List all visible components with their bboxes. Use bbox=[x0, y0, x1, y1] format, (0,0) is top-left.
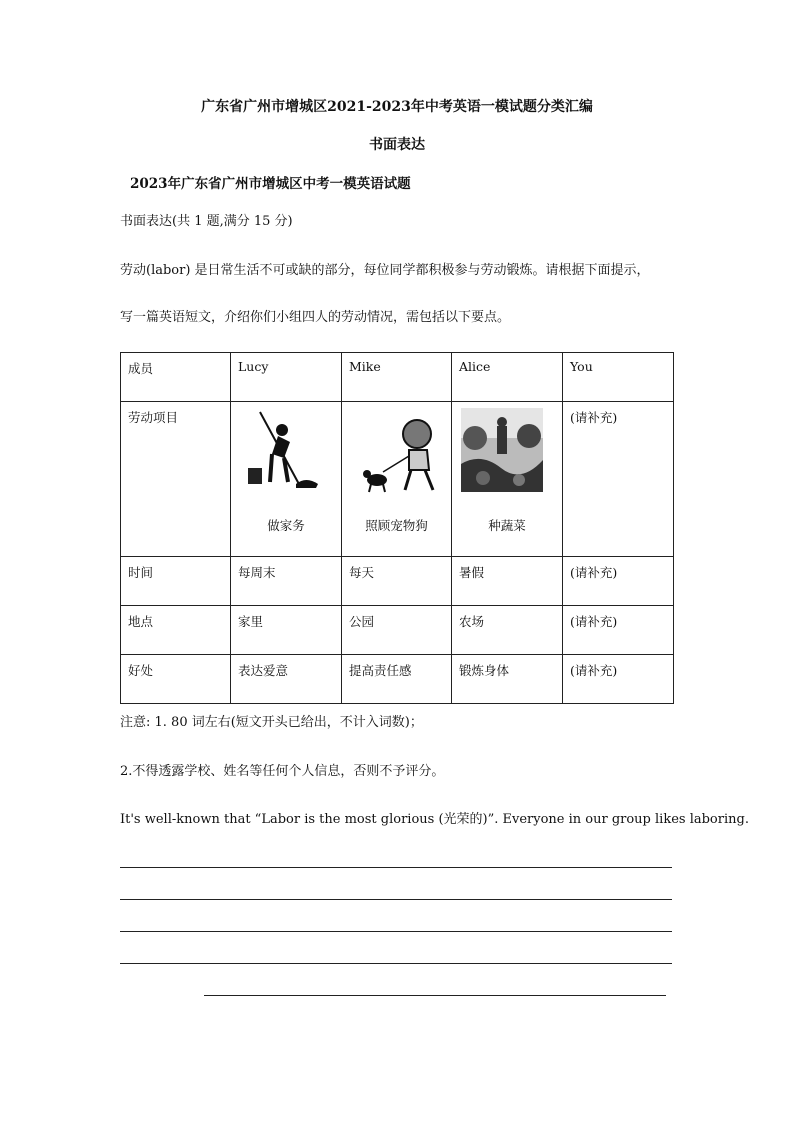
table-cell: You bbox=[563, 353, 674, 402]
note-2: 2.不得透露学校、姓名等任何个人信息，否则不予评分。 bbox=[120, 764, 445, 779]
opening-sentence: It's well-known that “Labor is the most glorious (光荣的)”. Everyone in our group likes laboring. bbox=[120, 812, 749, 827]
table-cell: 每天 bbox=[342, 557, 452, 606]
table-cell: 地点 bbox=[121, 606, 231, 655]
table-row-benefit bbox=[121, 655, 674, 704]
table-cell: Alice bbox=[452, 353, 563, 402]
table-cell: Mike bbox=[342, 353, 452, 402]
section-label: 书面表达(共 1 题,满分 15 分) bbox=[120, 214, 293, 229]
table-row-project bbox=[121, 402, 674, 557]
table-cell: (请补充) bbox=[563, 606, 674, 655]
table-cell: 表达爱意 bbox=[231, 655, 342, 704]
mopping-floor-illustration bbox=[238, 408, 334, 508]
answer-line[interactable] bbox=[120, 867, 672, 868]
table-cell: 好处 bbox=[121, 655, 231, 704]
table-cell: 农场 bbox=[452, 606, 563, 655]
answer-line[interactable] bbox=[120, 899, 672, 900]
answer-line[interactable] bbox=[120, 963, 672, 964]
task-table bbox=[120, 352, 674, 704]
table-cell: 每周末 bbox=[231, 557, 342, 606]
mike-project-cell bbox=[342, 402, 452, 557]
table-cell: 公园 bbox=[342, 606, 452, 655]
table-cell: 锻炼身体 bbox=[452, 655, 563, 704]
table-cell: 劳动项目 bbox=[121, 402, 231, 557]
walking-dog-illustration bbox=[349, 408, 444, 508]
table-header-row bbox=[121, 353, 674, 402]
alice-project-cell bbox=[452, 402, 563, 557]
table-cell: 成员 bbox=[121, 353, 231, 402]
answer-line[interactable] bbox=[120, 931, 672, 932]
table-cell: (请补充) bbox=[563, 402, 674, 557]
exam-title: 2023年广东省广州市增城区中考一模英语试题 bbox=[130, 176, 411, 192]
document-title: 广东省广州市增城区2021-2023年中考英语一模试题分类汇编 bbox=[201, 99, 593, 115]
table-cell: Lucy bbox=[231, 353, 342, 402]
table-row-place bbox=[121, 606, 674, 655]
table-cell: (请补充) bbox=[563, 655, 674, 704]
planting-vegetables-photo bbox=[459, 408, 555, 508]
answer-line[interactable] bbox=[204, 995, 666, 996]
table-cell: 提高责任感 bbox=[342, 655, 452, 704]
table-cell: 时间 bbox=[121, 557, 231, 606]
prompt-line-1: 劳动(labor) 是日常生活不可或缺的部分，每位同学都积极参与劳动锻炼。请根据下面提示， bbox=[120, 263, 650, 278]
picture-caption: 做家务 bbox=[267, 518, 305, 533]
prompt-line-2: 写一篇英语短文，介绍你们小组四人的劳动情况，需包括以下要点。 bbox=[120, 310, 511, 325]
note-1: 注意: 1. 80 词左右(短文开头已给出，不计入词数)； bbox=[120, 715, 423, 730]
table-row-time bbox=[121, 557, 674, 606]
lucy-project-cell bbox=[231, 402, 342, 557]
picture-caption: 种蔬菜 bbox=[488, 518, 526, 533]
table-cell: 暑假 bbox=[452, 557, 563, 606]
table-cell: (请补充) bbox=[563, 557, 674, 606]
picture-caption: 照顾宠物狗 bbox=[365, 518, 428, 533]
table-cell: 家里 bbox=[231, 606, 342, 655]
section-title: 书面表达 bbox=[369, 137, 425, 153]
